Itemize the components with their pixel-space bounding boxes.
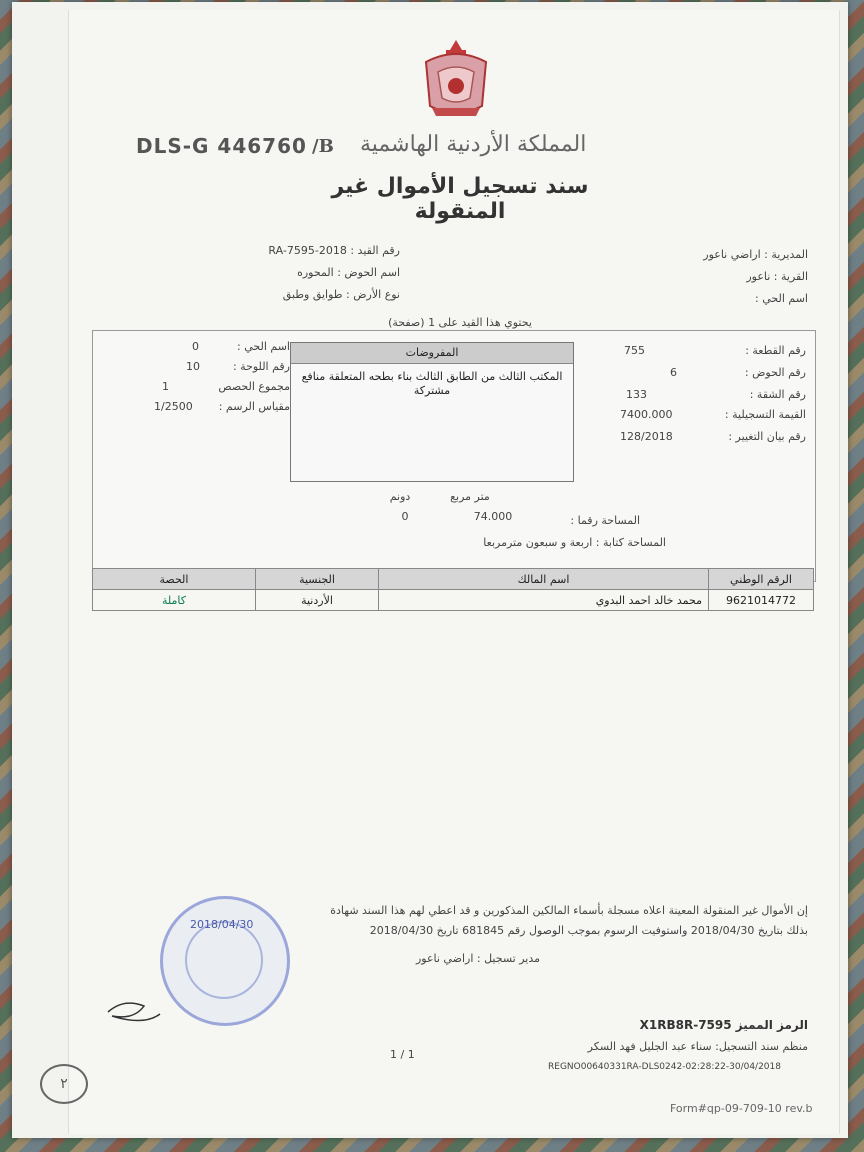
handwritten-page-number: ٢ [40,1064,88,1104]
directorate: المديرية : اراضي ناعور [703,248,808,261]
owner-nationality: الأردنية [256,590,379,611]
change-number-row [600,430,806,443]
plate-label: رقم اللوحة : [232,360,290,373]
apartment-label: رقم الشقة : [749,388,806,401]
declaration-line-2: بذلك بتاريخ 2018/04/30 واستوفيت الرسوم بموجب الوصول رقم 681845 تاريخ 2018/04/30 [369,924,808,937]
owners-table [92,568,814,611]
change-number-value: 128/2018 [620,430,673,443]
shares-row [150,380,290,393]
basin-number-row [600,366,806,379]
kingdom-name: المملكة الأردنية الهاشمية [360,132,587,157]
district-label: اسم الحي : [237,340,290,353]
registered-value-row [600,408,806,421]
stamp-date: 2018/04/30 [190,918,254,931]
owners-table-header [93,569,814,590]
page-number: 1 / 1 [390,1048,415,1061]
area-sqm-label: متر مربع [450,490,490,503]
plot-number-label: رقم القطعة : [745,344,806,357]
header-owner-name: اسم المالك [379,569,709,590]
plot-number-row [600,344,806,357]
area-sqm-value: 74.000 [473,510,513,523]
registered-value-label: القيمة التسجيلية : [724,408,806,421]
header-share: الحصة [93,569,256,590]
shares-value: 1 [162,380,169,393]
owner-national-id: 9621014772 [709,590,814,611]
declaration-line-1: إن الأموال غير المنقولة المعينة اعلاه مسجلة بأسماء المالكين المذكورين و قد اعطي لهم هذا السند شهادة [330,904,808,917]
area-numeric-label: المساحة رقما : [570,514,640,527]
plate-value: 10 [186,360,200,373]
area-dunum-value: 0 [401,510,409,523]
header-national-id: الرقم الوطني [709,569,814,590]
header-nationality: الجنسية [256,569,379,590]
official-stamp [160,896,290,1026]
basin-number-value: 6 [670,366,677,379]
table-row [93,590,814,611]
registration-number: REGNO00640331RA-DLS0242-02:28:22-30/04/2018 [548,1062,781,1072]
village: القرية : ناعور [746,270,808,283]
district-value: 0 [192,340,199,353]
record-page-count: يحتوي هذا القيد على 1 (صفحة) [388,316,532,329]
encumbrances-title: المفروضات [291,343,573,364]
area-written: المساحة كتابة : اربعة و سبعون مترمربعا [483,536,666,549]
basin-name: اسم الحوض : المحوره [297,266,400,279]
apartment-value: 133 [626,388,647,401]
plate-row [150,360,290,373]
encumbrances-text: المكتب الثالث من الطابق الثالث بناء بطحه المتعلقة منافع مشتركة [301,370,563,397]
registrar-title: مدير تسجيل : اراضي ناعور [415,952,540,965]
encumbrances-box [290,342,574,482]
basin-number-label: رقم الحوض : [744,366,806,379]
royal-crest-icon [416,36,496,120]
apartment-row [600,388,806,401]
plot-number-value: 755 [624,344,645,357]
neighborhood: اسم الحي : [755,292,808,305]
owner-name: محمد خالد احمد البدوي [379,590,709,611]
signature-icon [104,996,164,1026]
document-serial: DLS-G 446760 [136,134,307,158]
area-dunum-label: دونم [389,490,411,503]
record-number: رقم القيد : 2018-RA-7595 [268,244,400,257]
registered-value: 7400.000 [620,408,673,421]
document-title: سند تسجيل الأموال غير المنقولة [331,174,589,224]
stamp-inner-ring [185,921,263,999]
land-type: نوع الأرض : طوايق وطبق [282,288,400,301]
owner-share: كاملة [93,590,256,611]
organizer-name: منظم سند التسجيل: سناء عبد الجليل فهد السكر [587,1040,808,1053]
scale-label: مقياس الرسم : [218,400,290,413]
scale-value: 1/2500 [154,400,193,413]
change-code: الرمز المميز 7595-X1RB8R [639,1018,808,1032]
form-number: Form#qp-09-709-10 rev.b [670,1102,813,1115]
change-number-label: رقم بيان التغيير : [728,430,806,443]
district-row [150,340,290,353]
document-serial-suffix: /B [312,136,334,157]
scale-row [150,400,290,413]
shares-label: مجموع الحصص [218,380,290,393]
